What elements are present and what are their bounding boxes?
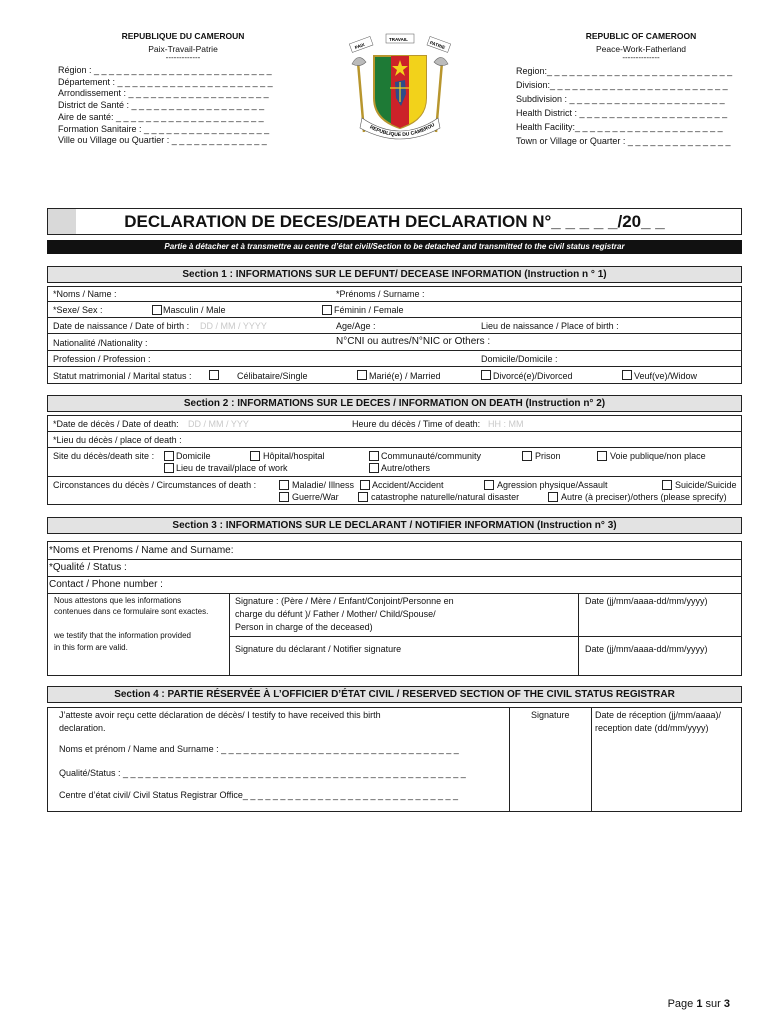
section1-title: Section 1 : INFORMATIONS SUR LE DEFUNT/ DECEASE INFORMATION (Instruction n ° 1) bbox=[47, 266, 742, 283]
field-region[interactable]: Région : _ _ _ _ _ _ _ _ _ _ _ _ _ _ _ _ _ _ _ _ _ _ _ _ bbox=[58, 65, 272, 75]
motto-en: Peace-Work-Fatherland bbox=[595, 44, 687, 54]
banner-right bbox=[427, 36, 451, 52]
label-single: Célibataire/Single bbox=[237, 371, 308, 381]
label-accident: Accident/Accident bbox=[372, 480, 444, 490]
coat-of-arms-icon bbox=[348, 32, 452, 140]
label-suicide: Suicide/Suicide bbox=[675, 480, 737, 490]
label-divorced: Divorcé(e)/Divorced bbox=[493, 371, 573, 381]
label-site-domicile: Domicile bbox=[176, 451, 211, 461]
checkbox-accident[interactable] bbox=[360, 480, 370, 490]
label-female: Féminin / Female bbox=[334, 305, 404, 315]
checkbox-married[interactable] bbox=[357, 370, 367, 380]
motto-fr: Paix-Travail-Patrie bbox=[148, 44, 218, 54]
registrar-status-field[interactable]: Qualité/Status : _ _ _ _ _ _ _ _ _ _ _ _ _ _ _ _ _ _ _ _ _ _ _ _ _ _ _ _ _ _ _ _ _ _ _ _ _ _ _ _ _ _ _ _ _ _ bbox=[59, 768, 466, 778]
checkbox-war[interactable] bbox=[279, 492, 289, 502]
field-district-sante[interactable]: District de Santé : _ _ _ _ _ _ _ _ _ _ _ _ _ _ _ _ _ _ bbox=[58, 100, 265, 111]
country-name-en: REPUBLIC OF CAMEROON bbox=[585, 31, 697, 41]
placeholder-dod[interactable]: DD / MM / YYY bbox=[188, 419, 249, 429]
page-total: 3 bbox=[723, 998, 730, 1010]
label-age[interactable]: Age/Age : bbox=[336, 321, 376, 331]
label-site-hospital: Hôpital/hospital bbox=[263, 451, 325, 461]
label-site-workplace: Lieu de travail/place of work bbox=[176, 463, 288, 473]
country-name-fr: REPUBLIQUE DU CAMEROUN bbox=[121, 31, 245, 41]
field-aire-sante[interactable]: Aire de santé: _ _ _ _ _ _ _ _ _ _ _ _ _ _ _ _ _ _ _ _ bbox=[58, 111, 264, 122]
reception-date-1[interactable]: Date de réception (jj/mm/aaaa)/ bbox=[595, 710, 722, 720]
reception-date-2: reception date (dd/mm/yyyy) bbox=[595, 723, 709, 733]
label-site-community: Communauté/community bbox=[381, 451, 482, 461]
registrar-attest-1: J’atteste avoir reçu cette déclaration de décès/ I testify to have received this birth bbox=[59, 710, 381, 720]
field-departement[interactable]: Département : _ _ _ _ _ _ _ _ _ _ _ _ _ _ _ _ _ _ _ _ _ bbox=[58, 76, 273, 87]
page-number bbox=[668, 998, 730, 1010]
section4-title: Section 4 : PARTIE RÉSERVÉE À L’OFFICIER D’ÉTAT CIVIL / RESERVED SECTION OF THE CIVIL STATUS REGISTRAR bbox=[47, 686, 742, 703]
banner-left bbox=[349, 36, 373, 52]
checkbox-site-other[interactable] bbox=[369, 463, 379, 473]
label-domicile[interactable]: Domicile/Domicile : bbox=[481, 354, 558, 364]
divider: ------------- bbox=[165, 53, 201, 62]
svg-text:PAIX: PAIX bbox=[354, 41, 366, 51]
placeholder-tod[interactable]: HH : MM bbox=[488, 419, 524, 429]
attest-fr-2: contenues dans ce formulaire sont exactes. bbox=[54, 607, 209, 616]
date-field-1[interactable]: Date (jj/mm/aaaa-dd/mm/yyyy) bbox=[585, 596, 708, 606]
checkbox-assault[interactable] bbox=[484, 480, 494, 490]
label-death-site: Site du décès/death site : bbox=[53, 451, 155, 461]
field-health-facility[interactable]: Health Facility:_ _ _ _ _ _ _ _ _ _ _ _ _ _ _ _ _ _ _ _ bbox=[516, 122, 723, 132]
label-sexe: *Sexe/ Sex : bbox=[53, 305, 103, 315]
field-formation-sanitaire[interactable]: Formation Sanitaire : _ _ _ _ _ _ _ _ _ _ _ _ _ _ _ _ _ bbox=[58, 123, 270, 134]
banner-mid bbox=[386, 34, 414, 43]
field-subdivision[interactable]: Subdivision : _ _ _ _ _ _ _ _ _ _ _ _ _ _ _ _ _ _ _ _ _ bbox=[516, 94, 725, 104]
label-place-of-birth[interactable]: Lieu de naissance / Place of birth : bbox=[481, 321, 619, 331]
label-circumstances: Circonstances du décès / Circumstances of death : bbox=[53, 480, 257, 490]
label-widow: Veuf(ve)/Widow bbox=[634, 371, 698, 381]
checkbox-widow[interactable] bbox=[622, 370, 632, 380]
page-sep: sur bbox=[705, 998, 721, 1010]
field-region-en[interactable]: Region:_ _ _ _ _ _ _ _ _ _ _ _ _ _ _ _ _ _ _ _ _ _ _ _ _ bbox=[516, 66, 733, 76]
checkbox-marital-unspecified[interactable] bbox=[209, 370, 219, 380]
attest-fr-1: Nous attestons que les informations bbox=[54, 596, 182, 605]
sig-parent-3: Person in charge of the deceased) bbox=[235, 622, 373, 632]
svg-text:TRAVAIL: TRAVAIL bbox=[389, 37, 408, 42]
label-site-other: Autre/others bbox=[381, 463, 431, 473]
section2-title: Section 2 : INFORMATIONS SUR LE DECES / INFORMATION ON DEATH (Instruction n° 2) bbox=[47, 395, 742, 412]
header-left bbox=[58, 31, 308, 147]
registrar-signature[interactable]: Signature bbox=[531, 710, 570, 720]
label-date-of-death[interactable]: *Date de décès / Date of death: bbox=[53, 419, 179, 429]
section3-title: Section 3 : INFORMATIONS SUR LE DECLARANT / NOTIFIER INFORMATION (Instruction n° 3) bbox=[47, 517, 742, 534]
attest-en-1: we testify that the information provided bbox=[54, 631, 191, 640]
label-profession[interactable]: Profession / Profession : bbox=[53, 354, 151, 364]
document-title: DECLARATION DE DECES/DEATH DECLARATION N°_ _ _ _ _/20_ _ bbox=[47, 208, 742, 235]
field-division[interactable]: Division:_ _ _ _ _ _ _ _ _ _ _ _ _ _ _ _ _ _ _ _ _ _ _ _ bbox=[516, 80, 728, 90]
checkbox-suicide[interactable] bbox=[662, 480, 672, 490]
label-declarant-contact[interactable]: Contact / Phone number : bbox=[49, 579, 163, 590]
label-declarant-name[interactable]: *Noms et Prenoms / Name and Surname: bbox=[49, 545, 234, 556]
checkbox-community[interactable] bbox=[369, 451, 379, 461]
date-field-2[interactable]: Date (jj/mm/aaaa-dd/mm/yyyy) bbox=[585, 644, 708, 654]
label-marital: Statut matrimonial / Marital status : bbox=[53, 371, 192, 381]
divider: -------------- bbox=[622, 53, 660, 62]
label-war: Guerre/War bbox=[292, 492, 339, 502]
checkbox-illness[interactable] bbox=[279, 480, 289, 490]
svg-text:PATRIE: PATRIE bbox=[429, 39, 446, 51]
registrar-name-field[interactable]: Noms et prénom / Name and Surname : _ _ _ _ _ _ _ _ _ _ _ _ _ _ _ _ _ _ _ _ _ _ _ _ _ _ _ _ _ _ _ _ bbox=[59, 744, 459, 754]
page-label: Page bbox=[667, 998, 694, 1010]
label-declarant-status[interactable]: *Qualité / Status : bbox=[49, 562, 127, 573]
field-ville-village[interactable]: Ville ou Village ou Quartier : _ _ _ _ _ _ _ _ _ _ _ _ _ bbox=[58, 135, 267, 146]
sig-declarant[interactable]: Signature du déclarant / Notifier signature bbox=[235, 644, 402, 654]
checkbox-workplace[interactable] bbox=[164, 463, 174, 473]
label-assault: Agression physique/Assault bbox=[497, 480, 608, 490]
field-arrondissement[interactable]: Arrondissement : _ _ _ _ _ _ _ _ _ _ _ _ _ _ _ _ _ _ _ bbox=[58, 88, 269, 99]
header-right bbox=[516, 31, 766, 148]
attest-en-2: in this form are valid. bbox=[54, 643, 128, 652]
label-time-of-death[interactable]: Heure du décès / Time of death: bbox=[352, 419, 481, 429]
label-prenoms[interactable]: *Prénoms / Surname : bbox=[336, 289, 425, 299]
checkbox-prison[interactable] bbox=[522, 451, 532, 461]
field-town-village[interactable]: Town or Village or Quarter : _ _ _ _ _ _ _ _ _ _ _ _ _ _ bbox=[516, 136, 731, 146]
label-nationality[interactable]: Nationalité /Nationality : bbox=[53, 338, 148, 348]
checkbox-divorced[interactable] bbox=[481, 370, 491, 380]
sig-parent-2: charge du défunt )/ Father / Mother/ Child/Spouse/ bbox=[235, 609, 436, 619]
label-dob[interactable]: Date de naissance / Date of birth : bbox=[53, 321, 190, 331]
placeholder-dob[interactable]: DD / MM / YYYY bbox=[200, 321, 267, 331]
checkbox-natural-disaster[interactable] bbox=[358, 492, 368, 502]
checkbox-male[interactable] bbox=[152, 305, 162, 315]
registrar-office-field[interactable]: Centre d’état civil/ Civil Status Registrar Office_ _ _ _ _ _ _ _ _ _ _ _ _ _ _ _ _ _ _ _ _ _ _ _ _ _ _ _ _ bbox=[59, 790, 459, 800]
checkbox-circ-other[interactable] bbox=[548, 492, 558, 502]
sig-parent-1[interactable]: Signature : (Père / Mère / Enfant/Conjoint/Personne en bbox=[235, 596, 454, 606]
label-place-of-death[interactable]: *Lieu du décès / place of death : bbox=[53, 435, 182, 445]
label-site-public-road: Voie publique/non place bbox=[610, 451, 706, 461]
label-site-prison: Prison bbox=[535, 451, 561, 461]
label-natural-disaster: catastrophe naturelle/natural disaster bbox=[371, 492, 520, 502]
instruction-band: Partie à détacher et à transmettre au centre d’état civil/Section to be detached and transmitted to the civil status registrar bbox=[47, 240, 742, 254]
label-married: Marié(e) / Married bbox=[369, 371, 441, 381]
label-male: Masculin / Male bbox=[163, 305, 226, 315]
registrar-attest-2: declaration. bbox=[59, 723, 106, 733]
checkbox-public-road[interactable] bbox=[597, 451, 607, 461]
label-cni[interactable]: N°CNI ou autres/N°NIC or Others : bbox=[336, 336, 491, 347]
field-health-district[interactable]: Health District : _ _ _ _ _ _ _ _ _ _ _ _ _ _ _ _ _ _ _ _ bbox=[516, 108, 728, 118]
checkbox-hospital[interactable] bbox=[250, 451, 260, 461]
page-current: 1 bbox=[696, 998, 703, 1010]
label-circ-other: Autre (à preciser)/others (please sprecify) bbox=[561, 492, 727, 502]
label-noms[interactable]: *Noms / Name : bbox=[53, 289, 117, 299]
checkbox-domicile[interactable] bbox=[164, 451, 174, 461]
label-illness: Maladie/ Illness bbox=[292, 480, 355, 490]
svg-text:REPUBLIQUE DU CAMEROUN: REPUBLIQUE DU CAMEROU bbox=[368, 121, 436, 139]
checkbox-female[interactable] bbox=[322, 305, 332, 315]
